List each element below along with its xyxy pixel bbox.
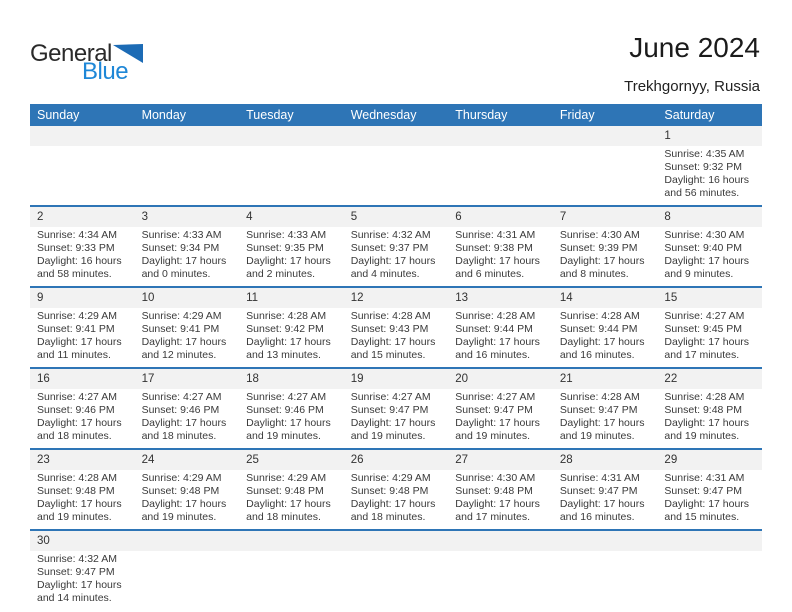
day-cell (239, 450, 344, 529)
day-cell (657, 288, 762, 367)
day-cell (657, 369, 762, 448)
day-number (344, 126, 449, 146)
sunrise-text: Sunrise: 4:35 AM (664, 148, 745, 160)
day-cell (344, 450, 449, 529)
day-cell (30, 288, 135, 367)
empty-day-cell (135, 126, 240, 205)
day-details (135, 551, 240, 604)
day-number: 25 (239, 450, 344, 470)
location-subtitle: Trekhgornyy, Russia (624, 78, 760, 95)
day-number: 11 (239, 288, 344, 308)
sunset-text: Sunset: 9:35 PM (246, 242, 324, 254)
day-cell (239, 369, 344, 448)
day-cell (553, 369, 658, 448)
day-cell (30, 369, 135, 448)
sunrise-text: Sunrise: 4:30 AM (455, 472, 536, 484)
day-details (135, 227, 240, 286)
day-details (553, 389, 658, 448)
day-details (239, 389, 344, 448)
day-number: 4 (239, 207, 344, 227)
day-cell (344, 207, 449, 286)
sunrise-text: Sunrise: 4:28 AM (664, 391, 745, 403)
daylight-text: Daylight: 17 hours and 16 minutes. (455, 336, 540, 361)
sunrise-text: Sunrise: 4:28 AM (350, 310, 431, 322)
empty-day-cell (30, 126, 135, 205)
sunrise-text: Sunrise: 4:30 AM (559, 229, 640, 241)
day-number: 22 (657, 369, 762, 389)
day-number: 5 (344, 207, 449, 227)
day-cell (553, 207, 658, 286)
day-number: 28 (553, 450, 658, 470)
day-number (448, 531, 553, 551)
day-cell (448, 207, 553, 286)
sunset-text: Sunset: 9:44 PM (559, 323, 638, 335)
day-details (448, 308, 553, 367)
sunset-text: Sunset: 9:38 PM (455, 242, 533, 254)
day-number (239, 531, 344, 551)
day-details (448, 389, 553, 448)
day-details (239, 551, 344, 604)
day-details (30, 227, 135, 286)
day-number: 1 (657, 126, 762, 146)
empty-day-cell (448, 126, 553, 205)
day-details (448, 227, 553, 286)
empty-day-cell (239, 531, 344, 610)
day-details (30, 470, 135, 529)
week-row (30, 367, 762, 448)
sunrise-text: Sunrise: 4:27 AM (141, 391, 222, 403)
day-details (448, 551, 553, 604)
day-details (344, 389, 449, 448)
day-details (30, 146, 135, 199)
sunrise-text: Sunrise: 4:28 AM (559, 391, 640, 403)
day-details (553, 146, 658, 199)
sunrise-text: Sunrise: 4:28 AM (246, 310, 327, 322)
day-cell (239, 288, 344, 367)
sunrise-text: Sunrise: 4:28 AM (559, 310, 640, 322)
day-details (553, 470, 658, 529)
day-details (448, 146, 553, 199)
daylight-text: Daylight: 17 hours and 19 minutes. (141, 498, 227, 523)
calendar-table (30, 104, 762, 610)
day-cell (657, 126, 762, 205)
empty-day-cell (553, 126, 658, 205)
sunset-text: Sunset: 9:48 PM (37, 485, 115, 497)
empty-day-cell (344, 126, 449, 205)
day-details (448, 470, 553, 529)
daylight-text: Daylight: 17 hours and 6 minutes. (455, 255, 540, 280)
sunset-text: Sunset: 9:32 PM (664, 161, 743, 173)
weekday-tuesday: Tuesday (246, 108, 294, 122)
sunset-text: Sunset: 9:47 PM (559, 485, 638, 497)
sunset-text: Sunset: 9:47 PM (37, 566, 115, 578)
weekday-header-row (30, 104, 762, 126)
logo-text-general: General (30, 40, 112, 67)
sunrise-text: Sunrise: 4:29 AM (350, 472, 431, 484)
day-cell (344, 288, 449, 367)
sunrise-text: Sunrise: 4:27 AM (37, 391, 117, 403)
sunset-text: Sunset: 9:47 PM (455, 404, 533, 416)
day-details (344, 308, 449, 367)
sunset-text: Sunset: 9:40 PM (664, 242, 743, 254)
day-number: 21 (553, 369, 658, 389)
day-number: 20 (448, 369, 553, 389)
sunset-text: Sunset: 9:39 PM (559, 242, 638, 254)
day-details (344, 146, 449, 199)
daylight-text: Daylight: 17 hours and 19 minutes. (350, 417, 436, 442)
daylight-text: Daylight: 17 hours and 19 minutes. (664, 417, 750, 442)
day-cell (553, 450, 658, 529)
day-number: 8 (657, 207, 762, 227)
empty-day-cell (344, 531, 449, 610)
sunrise-text: Sunrise: 4:27 AM (664, 310, 745, 322)
day-details (344, 551, 449, 604)
day-details (657, 551, 762, 604)
daylight-text: Daylight: 17 hours and 9 minutes. (664, 255, 750, 280)
day-number: 3 (135, 207, 240, 227)
day-cell (657, 207, 762, 286)
day-cell (30, 450, 135, 529)
daylight-text: Daylight: 17 hours and 16 minutes. (559, 336, 645, 361)
sunrise-text: Sunrise: 4:32 AM (37, 553, 117, 565)
day-details (135, 470, 240, 529)
daylight-text: Daylight: 17 hours and 19 minutes. (559, 417, 645, 442)
empty-day-cell (553, 531, 658, 610)
day-cell (30, 207, 135, 286)
sunset-text: Sunset: 9:47 PM (664, 485, 743, 497)
weekday-sunday: Sunday (37, 108, 80, 122)
daylight-text: Daylight: 17 hours and 17 minutes. (455, 498, 540, 523)
day-number: 18 (239, 369, 344, 389)
daylight-text: Daylight: 17 hours and 11 minutes. (37, 336, 122, 361)
weekday-friday: Friday (559, 108, 595, 122)
day-details (344, 227, 449, 286)
daylight-text: Daylight: 17 hours and 14 minutes. (37, 579, 122, 604)
day-number: 27 (448, 450, 553, 470)
day-number (553, 531, 658, 551)
daylight-text: Daylight: 17 hours and 19 minutes. (455, 417, 540, 442)
sunrise-text: Sunrise: 4:29 AM (246, 472, 327, 484)
daylight-text: Daylight: 17 hours and 0 minutes. (141, 255, 227, 280)
day-details (553, 227, 658, 286)
daylight-text: Daylight: 17 hours and 13 minutes. (246, 336, 331, 361)
sunset-text: Sunset: 9:48 PM (455, 485, 533, 497)
sunset-text: Sunset: 9:46 PM (37, 404, 115, 416)
day-details (30, 551, 135, 610)
sunset-text: Sunset: 9:47 PM (559, 404, 638, 416)
empty-day-cell (135, 531, 240, 610)
sunrise-text: Sunrise: 4:27 AM (246, 391, 327, 403)
day-cell (344, 369, 449, 448)
daylight-text: Daylight: 17 hours and 19 minutes. (246, 417, 331, 442)
day-number (657, 531, 762, 551)
daylight-text: Daylight: 17 hours and 18 minutes. (350, 498, 436, 523)
day-number (135, 531, 240, 551)
day-number: 7 (553, 207, 658, 227)
day-details (657, 308, 762, 367)
day-number: 10 (135, 288, 240, 308)
sunrise-text: Sunrise: 4:31 AM (559, 472, 640, 484)
day-cell (30, 531, 135, 610)
daylight-text: Daylight: 17 hours and 15 minutes. (350, 336, 436, 361)
sunset-text: Sunset: 9:43 PM (350, 323, 429, 335)
daylight-text: Daylight: 17 hours and 4 minutes. (350, 255, 436, 280)
day-details (657, 146, 762, 205)
sunrise-text: Sunrise: 4:34 AM (37, 229, 117, 241)
sunrise-text: Sunrise: 4:29 AM (141, 472, 222, 484)
empty-day-cell (239, 126, 344, 205)
day-number (135, 126, 240, 146)
day-details (657, 470, 762, 529)
day-cell (135, 369, 240, 448)
day-cell (657, 450, 762, 529)
daylight-text: Daylight: 16 hours and 56 minutes. (664, 174, 750, 199)
weekday-saturday: Saturday (664, 108, 715, 122)
sunrise-text: Sunrise: 4:30 AM (664, 229, 745, 241)
sunset-text: Sunset: 9:41 PM (141, 323, 220, 335)
day-number: 13 (448, 288, 553, 308)
sunrise-text: Sunrise: 4:27 AM (455, 391, 536, 403)
sunrise-text: Sunrise: 4:31 AM (664, 472, 745, 484)
sunset-text: Sunset: 9:46 PM (141, 404, 220, 416)
day-details (344, 470, 449, 529)
sunset-text: Sunset: 9:48 PM (246, 485, 324, 497)
day-number: 24 (135, 450, 240, 470)
sunset-text: Sunset: 9:45 PM (664, 323, 743, 335)
sunset-text: Sunset: 9:48 PM (141, 485, 220, 497)
sunset-text: Sunset: 9:48 PM (350, 485, 429, 497)
week-row (30, 529, 762, 610)
daylight-text: Daylight: 17 hours and 18 minutes. (141, 417, 227, 442)
sunset-text: Sunset: 9:34 PM (141, 242, 220, 254)
day-details (239, 146, 344, 199)
sunrise-text: Sunrise: 4:28 AM (455, 310, 536, 322)
sunset-text: Sunset: 9:48 PM (664, 404, 743, 416)
logo-text-blue: Blue (82, 58, 129, 85)
day-number: 30 (30, 531, 135, 551)
sunrise-text: Sunrise: 4:27 AM (350, 391, 431, 403)
sunset-text: Sunset: 9:37 PM (350, 242, 429, 254)
day-details (657, 227, 762, 286)
day-number (344, 531, 449, 551)
day-details (30, 308, 135, 367)
day-number: 14 (553, 288, 658, 308)
sunrise-text: Sunrise: 4:32 AM (350, 229, 431, 241)
day-number (553, 126, 658, 146)
sunrise-text: Sunrise: 4:31 AM (455, 229, 536, 241)
day-number: 26 (344, 450, 449, 470)
day-cell (135, 450, 240, 529)
day-details (30, 389, 135, 448)
sunset-text: Sunset: 9:47 PM (350, 404, 429, 416)
day-details (239, 308, 344, 367)
daylight-text: Daylight: 17 hours and 15 minutes. (664, 498, 750, 523)
daylight-text: Daylight: 17 hours and 18 minutes. (246, 498, 331, 523)
empty-day-cell (657, 531, 762, 610)
sunrise-text: Sunrise: 4:33 AM (246, 229, 327, 241)
day-number: 9 (30, 288, 135, 308)
day-number: 29 (657, 450, 762, 470)
sunrise-text: Sunrise: 4:33 AM (141, 229, 222, 241)
day-details (657, 389, 762, 448)
empty-day-cell (448, 531, 553, 610)
daylight-text: Daylight: 17 hours and 16 minutes. (559, 498, 645, 523)
sunset-text: Sunset: 9:44 PM (455, 323, 533, 335)
day-number (30, 126, 135, 146)
day-number: 2 (30, 207, 135, 227)
day-number: 12 (344, 288, 449, 308)
day-number: 15 (657, 288, 762, 308)
daylight-text: Daylight: 17 hours and 18 minutes. (37, 417, 122, 442)
daylight-text: Daylight: 16 hours and 58 minutes. (37, 255, 122, 280)
day-details (239, 227, 344, 286)
daylight-text: Daylight: 17 hours and 12 minutes. (141, 336, 227, 361)
day-details (239, 470, 344, 529)
sunset-text: Sunset: 9:41 PM (37, 323, 115, 335)
day-number (448, 126, 553, 146)
daylight-text: Daylight: 17 hours and 19 minutes. (37, 498, 122, 523)
general-blue-logo (30, 42, 143, 84)
weekday-monday: Monday (141, 108, 187, 122)
day-details (135, 146, 240, 199)
sunset-text: Sunset: 9:33 PM (37, 242, 115, 254)
week-row (30, 205, 762, 286)
sunset-text: Sunset: 9:46 PM (246, 404, 324, 416)
day-number: 6 (448, 207, 553, 227)
day-cell (448, 369, 553, 448)
day-details (553, 551, 658, 604)
daylight-text: Daylight: 17 hours and 8 minutes. (559, 255, 645, 280)
sunrise-text: Sunrise: 4:28 AM (37, 472, 117, 484)
daylight-text: Daylight: 17 hours and 17 minutes. (664, 336, 750, 361)
week-row (30, 448, 762, 529)
day-cell (448, 288, 553, 367)
day-number: 23 (30, 450, 135, 470)
day-details (135, 389, 240, 448)
day-cell (553, 288, 658, 367)
day-details (553, 308, 658, 367)
day-number: 19 (344, 369, 449, 389)
day-number: 16 (30, 369, 135, 389)
week-row (30, 126, 762, 205)
sunset-text: Sunset: 9:42 PM (246, 323, 324, 335)
sunrise-text: Sunrise: 4:29 AM (37, 310, 117, 322)
day-cell (239, 207, 344, 286)
day-cell (448, 450, 553, 529)
day-details (135, 308, 240, 367)
day-number: 17 (135, 369, 240, 389)
daylight-text: Daylight: 17 hours and 2 minutes. (246, 255, 331, 280)
sunrise-text: Sunrise: 4:29 AM (141, 310, 222, 322)
weekday-thursday: Thursday (455, 108, 508, 122)
day-number (239, 126, 344, 146)
weekday-wednesday: Wednesday (350, 108, 417, 122)
calendar-weeks (30, 126, 762, 610)
page-title: June 2024 (629, 32, 760, 63)
day-cell (135, 207, 240, 286)
day-cell (135, 288, 240, 367)
week-row (30, 286, 762, 367)
